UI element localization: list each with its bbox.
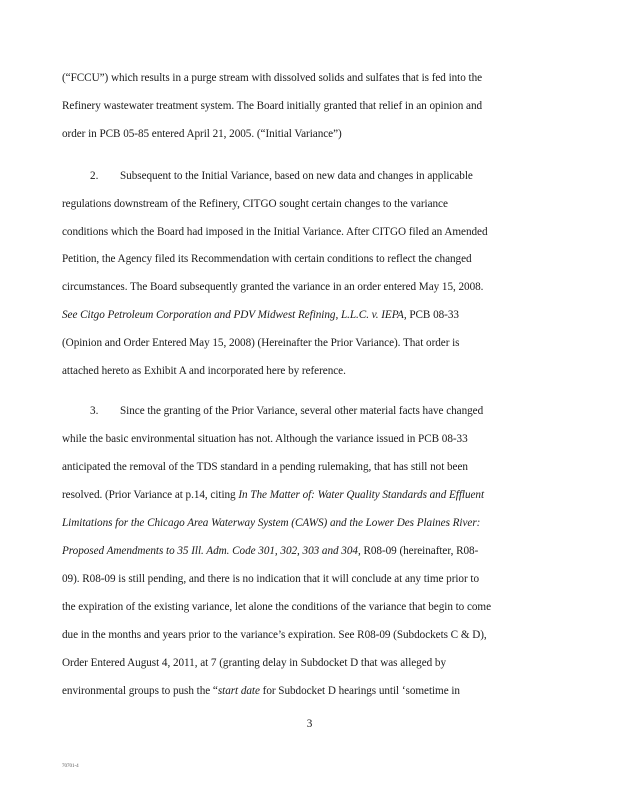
footer-code: 70701-4	[62, 764, 79, 769]
env-groups-text: environmental groups to push the “	[62, 685, 218, 697]
subdocket-text: for Subdocket D hearings until ‘sometime in	[259, 685, 460, 697]
resolved-text: resolved. (Prior Variance at p.14, citing	[62, 489, 239, 501]
p2-number: 2.	[90, 170, 99, 182]
p3-line-8: the expiration of the existing variance, let alone the conditions of the variance that begin to come	[62, 601, 491, 613]
p2-line-3: conditions which the Board had imposed in the Initial Variance. After CITGO filed an Amended	[62, 226, 488, 238]
p3-line-9: due in the months and years prior to the variance’s expiration. See R08-09 (Subdockets C & D),	[62, 629, 487, 641]
p3-line-3: anticipated the removal of the TDS standard in a pending rulemaking, that has still not been	[62, 461, 468, 473]
p2-line-5: circumstances. The Board subsequently granted the variance in an order entered May 15, 2008.	[62, 281, 484, 293]
rulemaking-docket: R08-09 (hereinafter, R08-	[360, 545, 479, 557]
p2-line-1: Subsequent to the Initial Variance, based on new data and changes in applicable	[120, 170, 473, 182]
p3-line-1: Since the granting of the Prior Variance, several other material facts have changed	[120, 405, 484, 417]
rulemaking-citation-a: In The Matter of: Water Quality Standards and Effluent	[238, 489, 485, 501]
p3-number: 3.	[90, 405, 99, 417]
rulemaking-citation-c: Proposed Amendments to 35 Ill. Adm. Code 301, 302, 303 and 304,	[62, 545, 361, 557]
p3-line-10: Order Entered August 4, 2011, at 7 (granting delay in Subdocket D that was alleged by	[62, 657, 447, 669]
citgo-case-citation: See Citgo Petroleum Corporation and PDV Midwest Refining, L.L.C. v. IEPA,	[62, 309, 407, 321]
p3-line-2: while the basic environmental situation has not. Although the variance issued in PCB 08-33	[62, 433, 468, 445]
page-number: 3	[306, 718, 313, 730]
p2-line-8: attached hereto as Exhibit A and incorporated here by reference.	[62, 365, 346, 377]
p1-line-2: Refinery wastewater treatment system. The Board initially granted that relief in an opinion and	[62, 100, 483, 112]
p3-line-7: 09). R08-09 is still pending, and there is no indication that it will conclude at any time prior to	[62, 573, 479, 585]
p1-line-1: (“FCCU”) which results in a purge stream with dissolved solids and sulfates that is fed into the	[62, 72, 483, 84]
p2-line-4: Petition, the Agency filed its Recommendation with certain conditions to reflect the changed	[62, 253, 472, 265]
p1-line-3: order in PCB 05-85 entered April 21, 2005. (“Initial Variance”)	[62, 128, 342, 140]
p3-line-4	[62, 488, 522, 502]
p3-line-11	[62, 684, 522, 698]
p2-line-2: regulations downstream of the Refinery, CITGO sought certain changes to the variance	[62, 198, 448, 210]
p3-line-6	[62, 544, 522, 558]
p3-line-5: Limitations for the Chicago Area Waterway System (CAWS) and the Lower Des Plaines River:	[62, 517, 481, 529]
p2-line-6	[62, 308, 522, 322]
start-date-phrase: start date	[217, 685, 260, 697]
pcb-number: PCB 08-33	[406, 309, 459, 321]
p2-line-7: (Opinion and Order Entered May 15, 2008) (Hereinafter the Prior Variance). That order is	[62, 337, 460, 349]
